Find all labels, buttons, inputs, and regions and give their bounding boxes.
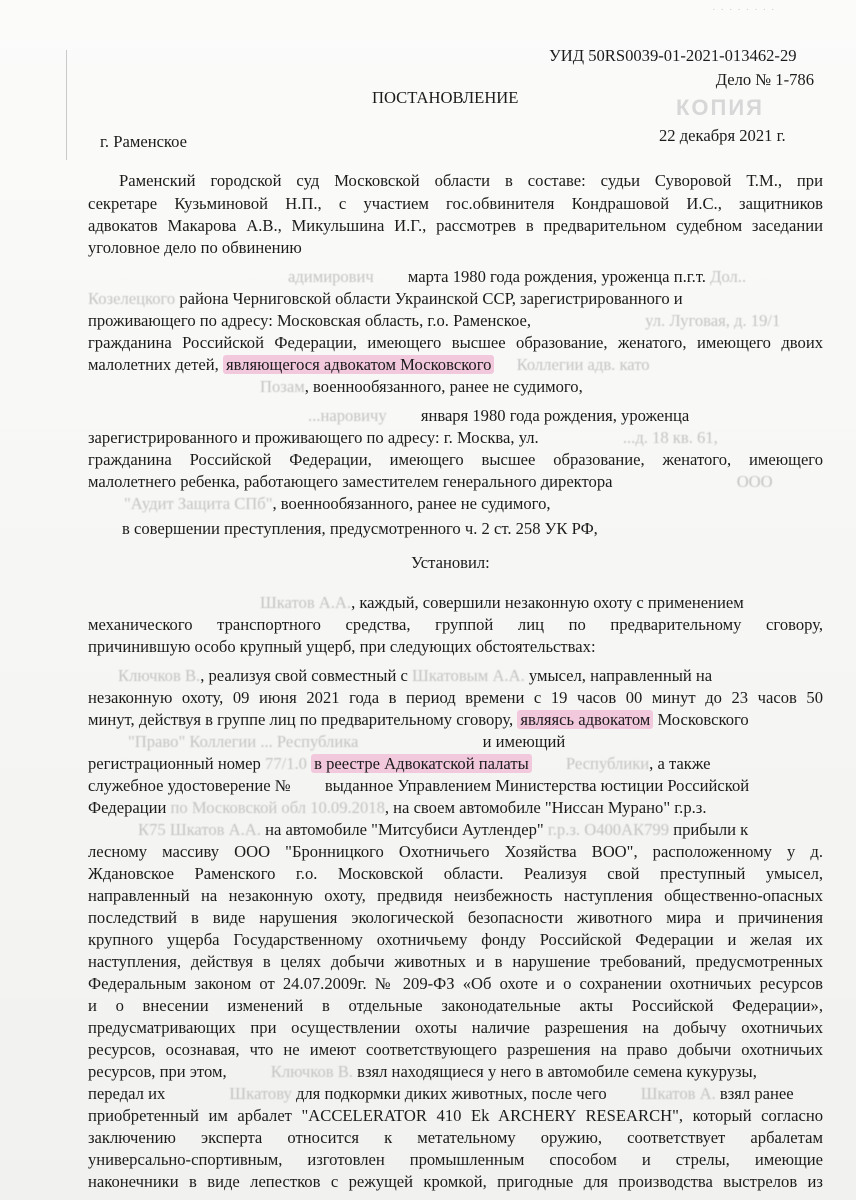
defendant2-line-4: малолетнего ребенка, работающего заместителем генерального директора ООО <box>88 472 773 491</box>
charge-text: в совершении преступления, предусмотренного ч. 2 ст. 258 УК РФ, <box>122 519 598 538</box>
para2-line-8: К75 Шкатов А.А. на автомобиле "Митсубиси Аутлендер" г.р.з. О400АК799 прибыли к <box>138 820 749 839</box>
redacted-text: ...наровичу <box>308 406 387 425</box>
redacted-text: "Аудит Защита СПб" <box>124 494 273 513</box>
redacted-text: Шкатов А.А. <box>260 593 352 612</box>
para2-line-9: лесному массиву ООО "Бронницкого Охотничьего Хозяйства ВОО", расположенному у д. <box>88 842 823 861</box>
para2-line-2: незаконную охоту, 09 июня 2021 года в период времени с 19 часов 00 минут до 23 часов 50 <box>88 688 823 707</box>
redacted-text: Шкатову <box>229 1084 292 1103</box>
redacted-text: 77/1.0 <box>265 754 307 773</box>
defendant2-line-3: гражданина Российской Федерации, имеющего высшее образование, женатого, имеющего <box>88 450 823 469</box>
redacted-text: Шкатовым А.А. <box>412 666 525 685</box>
redacted-text: Ключков В. <box>118 666 201 685</box>
redacted-text: Шкатов А. <box>640 1084 716 1103</box>
page-title: ПОСТАНОВЛЕНИЕ <box>372 88 519 107</box>
para2-line-15: Федеральным законом от 24.07.2009г. № 209-ФЗ «Об охоте и о сохранении охотничьих ресурсов <box>88 974 823 993</box>
para2-line-12: последствий в виде нарушения экологической безопасности животного мира и причинения <box>88 908 823 927</box>
defendant2-line-5: "Аудит Защита СПб", военнообязанного, ранее не судимого, <box>124 494 551 513</box>
highlighted-text: в реестре Адвокатской палаты <box>311 754 532 773</box>
para2-line-14: наступления, действуя в целях добычи животных и в нарушение требований, предусмотренных <box>88 952 823 971</box>
redacted-text: Позам <box>260 377 305 396</box>
para2-line-22: заключению эксперта относится к метательному оружию, соответствует арбалетам <box>88 1128 823 1147</box>
redacted-text: Коллегии адв. като <box>516 355 650 374</box>
highlighted-text: являясь адвокатом <box>517 710 653 729</box>
intro-line-2: секретаре Кузьминовой Н.П., с участием гос.обвинителя Кондрашовой И.С., защитников <box>88 194 823 213</box>
intro-line-4: уголовное дело по обвинению <box>88 238 302 257</box>
para2-line-3: минут, действуя в группе лиц по предварительному сговору, являясь адвокатом Московского <box>88 710 749 729</box>
para2-line-18: ресурсов, осознавая, что не имеют соответствующего разрешения на право добычи охотничьих <box>88 1040 823 1059</box>
redacted-text: Шкатов А.А. <box>169 820 261 839</box>
redacted-text: Дол.. <box>710 267 747 286</box>
para2-line-16: и о внесении изменений в отдельные законодательные акты Российской Федерации», <box>88 996 823 1015</box>
para2-line-5: регистрационный номер 77/1.0 в реестре Адвокатской палаты Республики, а также <box>88 754 711 773</box>
para2-line-20: передал их Шкатову для подкормки диких животных, после чего Шкатов А. взял ранее <box>88 1084 794 1103</box>
para2-line-19: ресурсов, при этом, Ключков В. взял находящиеся у него в автомобиле семена кукурузы, <box>88 1062 757 1081</box>
defendant1-line-3: проживающего по адресу: Московская область, г.о. Раменское, ул. Луговая, д. 19/1 <box>88 311 781 330</box>
redacted-text: адимирович <box>288 267 374 286</box>
redacted-text: Ключков В. <box>270 1062 353 1081</box>
defendant1-line-2: Козелецкого района Черниговской области Украинской ССР, зарегистрированного и <box>88 289 683 308</box>
redacted-text: "Право" Коллегии ... Республика <box>128 732 359 751</box>
para2-line-21: приобретенный им арбалет "ACCELERATOR 410 Ek ARCHERY RESEARCH", который согласно <box>88 1106 823 1125</box>
para1-line-3: причинившую особо крупный ущерб, при следующих обстоятельствах: <box>88 637 596 656</box>
redacted-text: ООО <box>736 472 773 491</box>
intro-line-3: адвокатов Макарова А.В., Микульшина И.Г., рассмотрев в предварительном судебном заседании <box>88 216 823 235</box>
para2-line-24: наконечники в виде лепестков с режущей кромкой, пригодные для производства выстрелов из <box>88 1172 823 1191</box>
redacted-text: ул. Луговая, д. 19/1 <box>645 311 781 330</box>
para2-line-13: крупного ущерба Государственному охотничьему фонду Российской Федерации и желая их <box>88 930 823 949</box>
redacted-text: г.р.з. О400АК799 <box>547 820 670 839</box>
defendant2-line-1: ...наровичу января 1980 года рождения, уроженца <box>308 406 690 425</box>
established-heading: Установил: <box>411 553 490 572</box>
para2-line-23: универсально-спортивным, изготовлен промышленным способом и стрелы, имеющие <box>88 1150 823 1169</box>
copy-stamp: КОПИЯ <box>676 95 764 120</box>
highlighted-text: являющегося адвокатом Московского <box>223 355 494 374</box>
para2-line-11: направленный на незаконную охоту, предвидя неизбежность наступления общественно-опасных <box>88 886 823 905</box>
defendant2-line-2: зарегистрированного и проживающего по адресу: г. Москва, ул. ...д. 18 кв. 61, <box>88 428 718 447</box>
para2-line-7: Федерации по Московской обл 10.09.2018, на своем автомобиле "Ниссан Мурано" г.р.з. <box>88 798 707 817</box>
redacted-text: Республики <box>565 754 650 773</box>
para2-line-10: Ждановское Раменского г.о. Московской области. Реализуя свой преступный умысел, <box>88 864 823 883</box>
document-date: 22 декабря 2021 г. <box>659 126 786 145</box>
para2-line-17: предусматривающих при осуществлении охоты наличие разрешения на добычу охотничьих <box>88 1018 823 1037</box>
para1-line-1: Шкатов А.А., каждый, совершили незаконную охоту с применением <box>260 593 744 612</box>
redacted-text: по Московской обл 10.09.2018 <box>170 798 385 817</box>
para2-line-6: служебное удостоверение № выданное Управлением Министерства юстиции Российской <box>88 776 750 795</box>
para2-line-1: Ключков В., реализуя свой совместный с Шкатовым А.А. умысел, направленный на <box>118 666 713 685</box>
defendant1-line-4: гражданина Российской Федерации, имеющего высшее образование, женатого, имеющего двоих <box>88 333 823 352</box>
defendant1-line-5: малолетних детей, являющегося адвокатом Московского Коллегии адв. като <box>88 355 650 374</box>
para2-line-4: "Право" Коллегии ... Республика и имеющий <box>128 732 566 751</box>
case-number: Дело № 1-786 <box>715 70 814 89</box>
city: г. Раменское <box>100 132 188 151</box>
uid-number: УИД 50RS0039-01-2021-013462-29 <box>549 46 797 65</box>
corner-mark: · · · · · · · · <box>712 4 776 16</box>
scan-edge-line <box>66 50 67 160</box>
redacted-text: ...д. 18 кв. 61, <box>622 428 718 447</box>
intro-line-1: Раменский городской суд Московской области в составе: судьи Суворовой Т.М., при <box>119 171 823 190</box>
redacted-text: Козелецкого <box>88 289 176 308</box>
defendant1-line-6: Позам, военнообязанного, ранее не судимого, <box>260 377 583 396</box>
redacted-text: К75 <box>138 820 166 839</box>
defendant1-line-1: адимирович марта 1980 года рождения, уроженца п.г.т. Дол.. <box>288 267 747 286</box>
para1-line-2: механического транспортного средства, группой лиц по предварительному сговору, <box>88 615 823 634</box>
